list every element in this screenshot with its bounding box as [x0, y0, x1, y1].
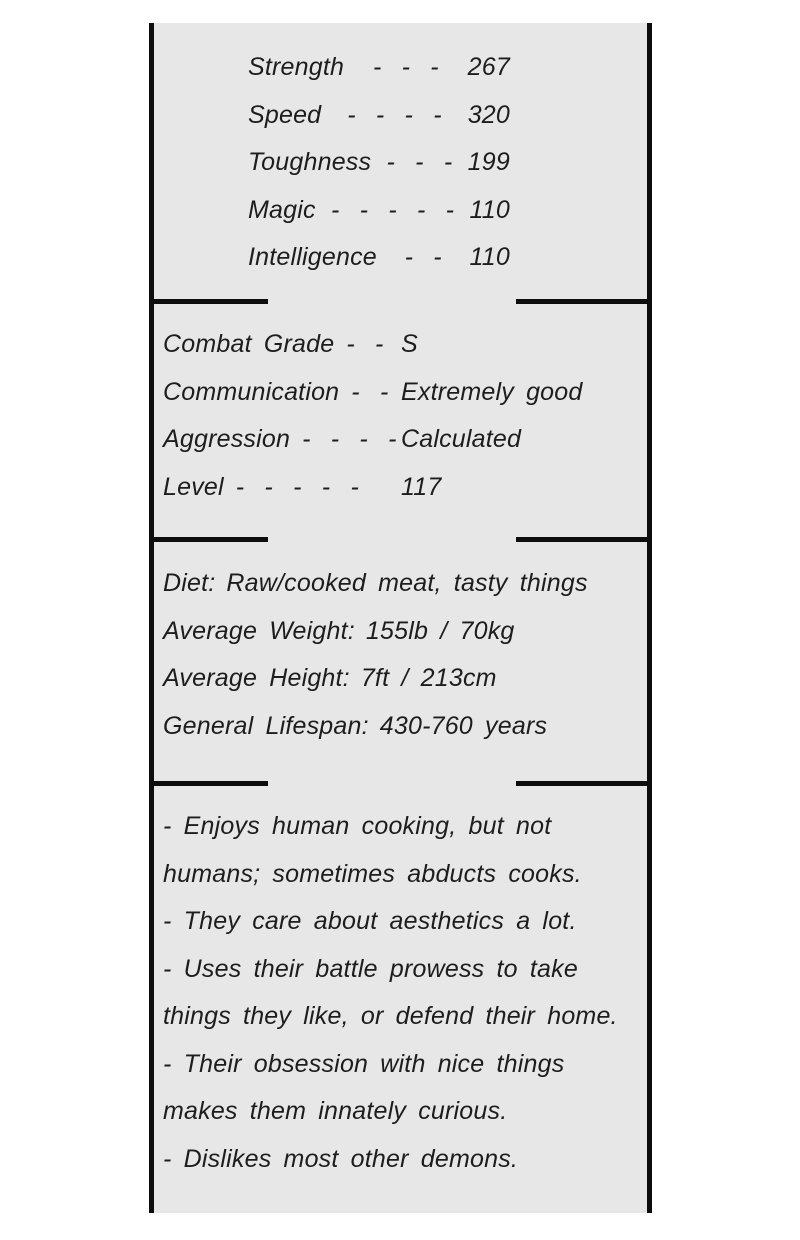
stat-label: Intelligence [248, 243, 377, 272]
physical-section [163, 560, 633, 750]
physical-row [163, 560, 633, 608]
behavior-note-line: - Enjoys human cooking, but not [163, 812, 552, 841]
stat-dashes: - - - - [347, 100, 442, 129]
behavior-section [163, 803, 638, 1183]
physical-value: 7ft / 213cm [360, 664, 497, 693]
combat-section [163, 321, 633, 511]
combat-row [163, 321, 633, 369]
stat-dashes: - - - [386, 148, 453, 177]
stat-dashes: - - - - - [331, 195, 455, 224]
combat-value: S [401, 330, 418, 359]
combat-label: Level [163, 472, 224, 501]
physical-label: General Lifespan: [163, 711, 369, 740]
physical-value: 155lb / 70kg [365, 616, 515, 645]
physical-label: Average Height: [163, 664, 350, 693]
combat-dashes: - - - - - [235, 472, 359, 501]
behavior-note-line: - Uses their battle prowess to take [163, 954, 578, 983]
combat-dashes: - - [346, 330, 384, 359]
combat-label: Communication [163, 377, 340, 406]
stat-row [248, 92, 510, 140]
combat-value: Extremely good [401, 377, 583, 406]
physical-value: 430-760 years [379, 711, 548, 740]
physical-value: Raw/cooked meat, tasty things [226, 569, 588, 598]
stat-row [248, 187, 510, 235]
stat-dashes: - - [404, 243, 442, 272]
stat-value: 199 [467, 148, 510, 177]
behavior-note-line: humans; sometimes abducts cooks. [163, 859, 582, 888]
combat-row [163, 369, 633, 417]
stat-value: 320 [467, 100, 510, 129]
stat-value: 267 [467, 53, 510, 82]
physical-label: Diet: [163, 569, 216, 598]
combat-row [163, 464, 633, 512]
stats-section [248, 44, 510, 282]
behavior-note-line: makes them innately curious. [163, 1097, 508, 1126]
physical-row [163, 703, 633, 751]
stat-label: Magic [248, 195, 316, 224]
stat-value: 110 [469, 195, 510, 224]
combat-dashes: - - [351, 377, 389, 406]
behavior-note-line: - They care about aesthetics a lot. [163, 907, 577, 936]
combat-dashes: - - - - [302, 425, 397, 454]
physical-row [163, 608, 633, 656]
stat-row [248, 234, 510, 282]
combat-value: Calculated [401, 425, 522, 454]
stat-row [248, 44, 510, 92]
combat-label: Aggression [163, 425, 291, 454]
physical-row [163, 655, 633, 703]
behavior-note-line: - Dislikes most other demons. [163, 1144, 519, 1173]
section-divider-left [149, 299, 268, 304]
combat-value: 117 [401, 472, 442, 501]
stat-label: Toughness [248, 148, 372, 177]
section-divider-left [149, 537, 268, 542]
stat-dashes: - - - [372, 53, 439, 82]
stat-value: 110 [469, 243, 510, 272]
section-divider-right [516, 781, 652, 786]
physical-label: Average Weight: [163, 616, 355, 645]
section-divider-left [149, 781, 268, 786]
behavior-note-line: - Their obsession with nice things [163, 1049, 565, 1078]
stat-row [248, 139, 510, 187]
behavior-note-line: things they like, or defend their home. [163, 1002, 618, 1031]
combat-row [163, 416, 633, 464]
stat-sheet-panel [149, 23, 652, 1213]
section-divider-right [516, 299, 652, 304]
stat-label: Strength [248, 53, 345, 82]
section-divider-right [516, 537, 652, 542]
combat-label: Combat Grade [163, 330, 335, 359]
stat-label: Speed [248, 100, 322, 129]
